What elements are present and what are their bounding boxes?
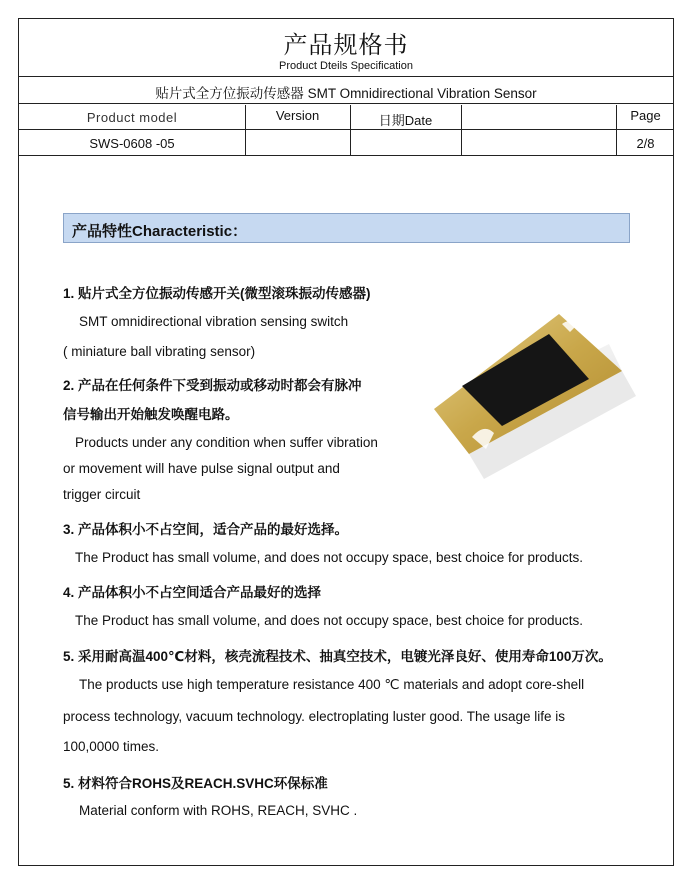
header-version: Version [275,108,320,123]
section-heading-box [63,213,630,243]
item-2-text: Products under any condition when suffer vibration [75,435,378,450]
column-divider [461,105,462,155]
item-5-text: The products use high temperature resistance 400 ℃ materials and adopt core-shell [79,677,585,692]
item-2-text: trigger circuit [63,487,141,502]
section-heading: 产品特性Characteristic： [72,223,248,240]
subtitle: 贴片式全方位振动传感器 SMT Omnidirectional Vibration Sensor [155,86,537,101]
item-1-text: SMT omnidirectional vibration sensing switch [79,314,349,329]
item-6-heading: 5. 材料符合ROHS及REACH.SVHC环保标准 [63,776,328,791]
item-2-text: or movement will have pulse signal output and [63,461,340,476]
header-product-model: Product model [86,110,178,125]
divider [19,155,673,156]
header-page: Page [630,108,661,123]
item-2-heading: 2. 产品在任何条件下受到振动或移动时都会有脉冲 [63,378,362,393]
header-date: 日期Date [378,113,433,128]
item-1-text: ( miniature ball vibrating sensor) [63,344,256,359]
item-4-heading: 4. 产品体积小不占空间适合产品最好的选择 [63,585,322,600]
item-3-text: The Product has small volume, and does not occupy space, best choice for products. [75,550,584,565]
item-5-heading: 5. 采用耐高温400℃材料，核壳流程技术、抽真空技术，电镀光泽良好、使用寿命100万次。 [63,649,612,664]
item-2-heading: 信号输出开始触发唤醒电路。 [63,407,239,422]
title-cn: 产品规格书 [283,31,409,59]
sensor-product-image [374,274,644,489]
item-4-text: The Product has small volume, and does not occupy space, best choice for products. [75,613,584,628]
title-en: Product Dteils Specification [279,60,413,72]
divider [19,76,673,77]
value-page: 2/8 [636,136,655,151]
item-5-text: 100,0000 times. [63,739,160,754]
divider [19,129,673,130]
item-1-heading: 1. 贴片式全方位振动传感开关(微型滚珠振动传感器) [63,286,371,301]
item-3-heading: 3. 产品体积小不占空间，适合产品的最好选择。 [63,522,349,537]
value-product-model: SWS-0608 -05 [89,136,175,151]
item-5-text: process technology, vacuum technology. electroplating luster good. The usage life is [63,709,566,724]
divider [19,103,673,104]
document-frame [18,18,674,866]
item-6-text: Material conform with ROHS, REACH, SVHC . [79,803,358,818]
